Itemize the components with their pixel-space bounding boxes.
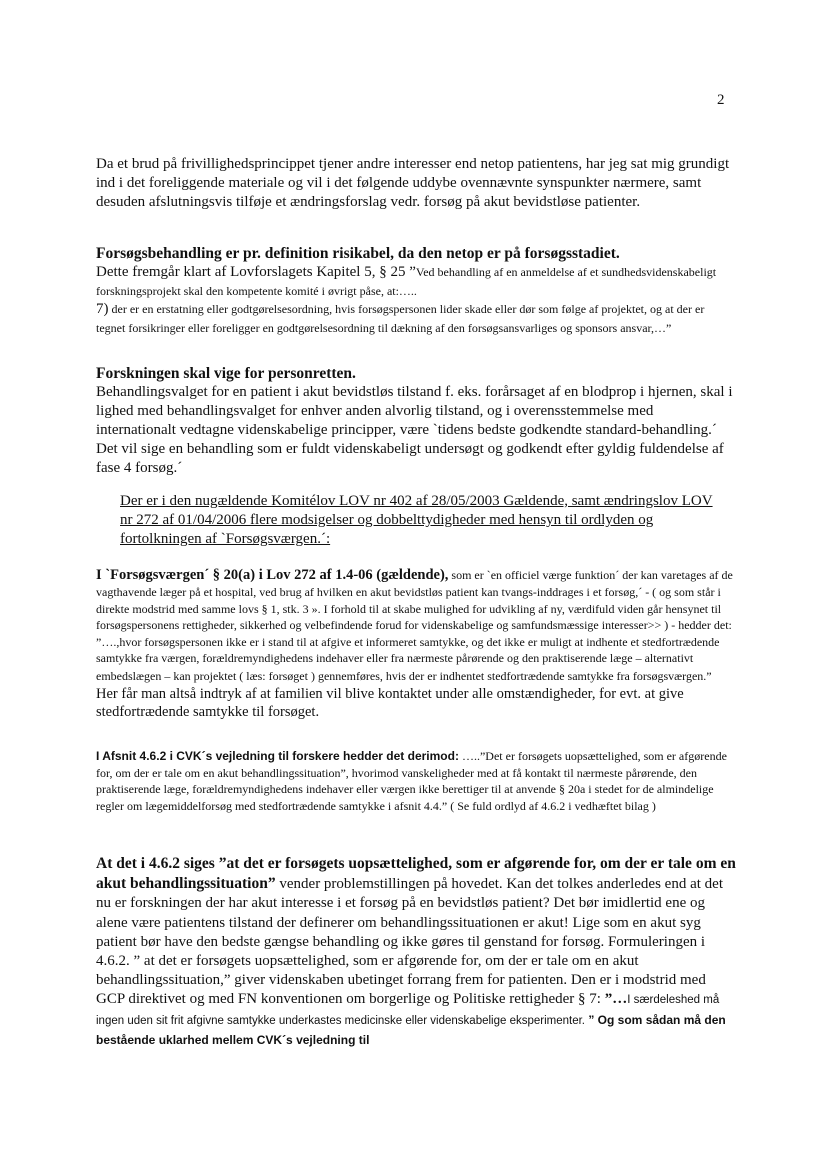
- section-guardian: [96, 566, 736, 721]
- section-urgency-text: vender problemstillingen på hovedet. Kan det tolkes anderledes end at det nu er forskningen der har akut interesse i et forsøg på en bevidstløs patient? Det bør imidlertid ene og alene være patientens tilstand der definerer om behandlingssituationen er akut! Lige som en akut syg patient bør have den bedste gængse behandling og ikke gøres til genstand for forsøg. Formuleringen i 4.6.2. ” at det er forsøgets uopsættelighed, som er afgørende for, om der er tale om en akut behandlingssituation,” giver videnskaben ubetinget forrang frem for patienten. Den er i modstrid med GCP direktivet og med FN konventionen om borgerlige og Politiske rettigheder § 7:: [96, 876, 723, 1008]
- section-urgency-quote: I særdeleshed må ingen uden sit frit afgivne samtykke underkastes medicinske eller videnskabelige eksperimenter.: [96, 994, 720, 1027]
- section-guardian-tail: Her får man altså indtryk af at familien vil blive kontaktet under alle omstændigheder, for evt. at give stedfortrædende samtykke til forsøget.: [96, 685, 684, 720]
- section-urgency-closing: ” Og som sådan må den bestående uklarhed mellem CVK´s vejledning til: [96, 1012, 726, 1047]
- section-risk: [96, 244, 736, 337]
- section-cvk-guidance: [96, 748, 736, 814]
- section-personal-rights: [96, 364, 736, 478]
- section-risk-lead: Dette fremgår klart af Lovforslagets Kapitel 5, § 25 ”: [96, 264, 416, 280]
- underlined-statement: Der er i den nugældende Komitélov LOV nr 402 af 28/05/2003 Gældende, samt ændringslov LOV nr 272 af 01/04/2006 flere modsigelser og dobbelttydigheder med hensyn til ordlyden og fortolkningen af `Forsøgsværgen.´:: [120, 493, 713, 547]
- page-number: 2: [717, 92, 725, 108]
- section-urgency-heading: At det i 4.6.2 siges ”at det er forsøgets uopsættelighed, som er afgørende for, om der er tale om en akut behandlingssituation”: [96, 855, 736, 893]
- section-risk-quote2: der er en erstatning eller godtgørelsesordning, hvis forsøgspersonen lider skade eller dør som følge af projektet, og at der er tegnet forsikringer eller foreligger en godtgørelsesordning til dækning af den forsøgsansvarliges og sponsors ansvar,…”: [96, 302, 705, 335]
- section-urgency: [96, 854, 736, 1050]
- section-urgency-quote-lead: ”…: [604, 991, 628, 1008]
- section-cvk-text: …..”Det er forsøgets uopsættelighed, som er afgørende for, om der er tale om en akut behandlingssituation”, hvorimod vanskeligheder med at få kontakt til nærmeste pårørende, den praktiserende læge, forældremyndighedens indehaver eller værgen ikke berettiger til at anvende § 20a i stedet for de almindelige regler om lægemiddelforsøg med stedfortrædende samtykke i afsnit 4.4.” ( Se fuld ordlyd af 4.6.2 i vedhæftet bilag ): [96, 749, 727, 813]
- section-risk-item-number: 7): [96, 301, 109, 317]
- section-risk-heading: Forsøgsbehandling er pr. definition risikabel, da den netop er på forsøgsstadiet.: [96, 245, 620, 262]
- section-cvk-lead: I Afsnit 4.6.2 i CVK´s vejledning til forskere hedder det derimod:: [96, 749, 459, 763]
- section-personal-rights-body: Behandlingsvalget for en patient i akut bevidstløs tilstand f. eks. forårsaget af en blodprop i hjernen, skal i lighed med behandlingsvalget for enhver anden alvorlig tilstand, og i overensstemmelse med internationalt vedtagne videnskabelige principper, være `tidens bedste godkendte standard-behandling.´ Det vil sige en behandling som er fuldt videnskabeligt undersøgt og godkendt efter gyldig fuldendelse af fase 4 forsøg.´: [96, 384, 733, 476]
- section-personal-rights-heading: Forskningen skal vige for personretten.: [96, 365, 356, 382]
- section-risk-body: [96, 263, 736, 337]
- section-guardian-lead: I `Forsøgsværgen´ § 20(a) i Lov 272 af 1.4-06 (gældende),: [96, 567, 449, 583]
- section-risk-quote1: Ved behandling af en anmeldelse af et sundhedsvidenskabeligt forskningsprojekt skal den kompetente komité i øvrigt påse, at:…..: [96, 265, 717, 298]
- section-guardian-text: som er `en officiel værge funktion´ der kan varetages af de vagthavende læger på et hospital, ved brug af hvilken en akut bevidstløs patient kan tvangs-inddrages i et forsøg,´ - ( og som står i direkte modstrid med samme lovs § 1, stk. 3 ». I forhold til at skabe mulighed for udvikling af ny, værdifuld viden går hensynet til forsøgspersonens rettigheder, sikkerhed og velbefindende forud for videnskabelige og samfundsmæssige interesser>> ) - hedder det: ”….,hvor forsøgspersonen ikke er i stand til at afgive et informeret samtykke, og det ikke er muligt at indhente et stedfortrædende samtykke fra værgen, forældremyndighedens indehaver eller fra nærmeste pårørende og den praktiserende læge – alternativt embedslægen – kan projektet ( læs: forsøget ) gennemføres, hvis der er indhentet stedfortrædende samtykke fra forsøgsværgen.”: [96, 568, 733, 683]
- intro-paragraph: Da et brud på frivillighedsprincippet tjener andre interesser end netop patientens, har jeg sat mig grundigt ind i det foreliggende materiale og vil i det følgende uddybe ovennævnte synspunkter nærmere, samt desuden afslutningsvis tilføje et ændringsforslag vedr. forsøg på akut bevidstløse patienter.: [96, 156, 730, 210]
